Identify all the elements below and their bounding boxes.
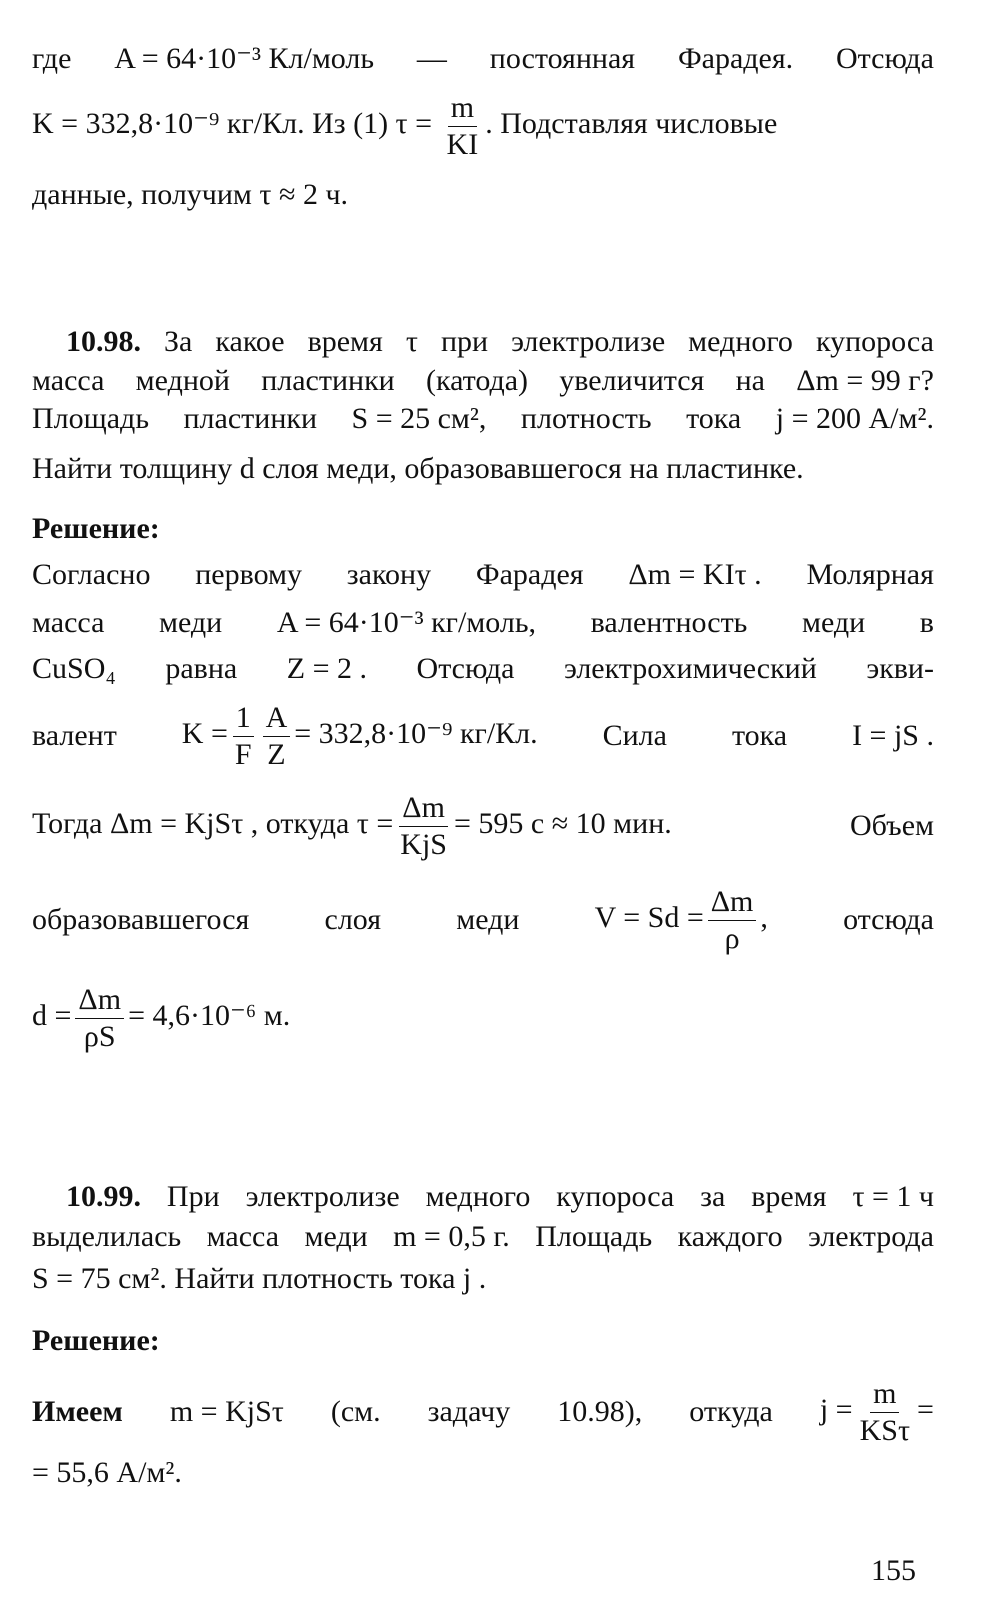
word: Площадь xyxy=(535,1220,653,1253)
formula xyxy=(32,792,672,860)
word: меди xyxy=(304,1220,368,1253)
word: Площадь xyxy=(32,402,149,435)
formula: K = 332,8·10⁻⁹ кг/Кл. Из (1) τ = xyxy=(32,106,433,140)
word: (см. xyxy=(330,1395,381,1428)
word: экви- xyxy=(866,652,934,685)
word: купороса xyxy=(556,1180,675,1213)
word: задачу xyxy=(427,1395,511,1428)
numerator: m xyxy=(448,92,477,127)
problem-statement-line xyxy=(66,327,934,357)
word: слоя xyxy=(324,903,382,936)
solution-line xyxy=(32,654,934,684)
word: Имеем xyxy=(32,1395,123,1428)
word: тока xyxy=(731,719,788,752)
word: Объем xyxy=(850,809,934,842)
solution-line xyxy=(32,886,934,954)
formula: m = 0,5 г. xyxy=(393,1220,510,1253)
formula-part: K = xyxy=(181,716,228,750)
formula: CuSO₄ xyxy=(32,652,116,685)
word: образовавшегося xyxy=(32,903,250,936)
formula-part: , xyxy=(760,900,768,934)
text-line xyxy=(32,44,934,74)
problem-statement-line xyxy=(66,1182,934,1212)
word: купороса xyxy=(815,325,934,358)
formula-part: j = xyxy=(819,1392,853,1426)
word: . Подставляя числовые xyxy=(485,106,778,140)
formula: Δm = KIτ . xyxy=(628,558,762,591)
word: За xyxy=(164,325,193,358)
text-line xyxy=(32,92,934,160)
formula-part: = 4,6·10⁻⁶ м. xyxy=(128,998,291,1032)
solution-line xyxy=(32,1378,934,1446)
word: в xyxy=(919,606,934,639)
formula: j = 200 А/м². xyxy=(775,402,934,435)
word: — xyxy=(416,42,447,75)
word: масса xyxy=(32,364,105,397)
solution-line xyxy=(32,702,934,770)
word: за xyxy=(700,1180,726,1213)
word: валентность xyxy=(590,606,748,639)
solution-header: Решение: xyxy=(32,1324,160,1357)
word: При xyxy=(166,1180,220,1213)
denominator: F xyxy=(234,737,252,771)
formula-part: = 332,8·10⁻⁹ кг/Кл. xyxy=(294,716,538,750)
word: медной xyxy=(135,364,230,397)
word: валент xyxy=(32,719,117,752)
word: Отсюда xyxy=(416,652,515,685)
word: меди xyxy=(801,606,866,639)
denominator: ρS xyxy=(83,1019,116,1053)
formula: A = 64·10⁻³ Кл/моль xyxy=(114,42,375,75)
formula: τ = 1 ч xyxy=(852,1180,934,1213)
word: масса xyxy=(32,606,105,639)
formula xyxy=(820,1378,934,1446)
word: пластинки xyxy=(183,402,318,435)
numerator: A xyxy=(263,702,291,737)
page-number: 155 xyxy=(871,1554,916,1587)
solution-line xyxy=(32,984,934,1052)
fraction xyxy=(397,792,450,860)
formula: S = 25 см², xyxy=(351,402,487,435)
solution-line xyxy=(32,608,934,638)
formula xyxy=(182,702,538,770)
word: Фарадея. xyxy=(677,42,794,75)
word: τ xyxy=(405,325,418,358)
formula-part: = 595 с ≈ 10 мин. xyxy=(453,806,672,840)
denominator: KjS xyxy=(400,827,447,861)
denominator: ρ xyxy=(724,921,740,955)
formula-part: = xyxy=(917,1392,934,1426)
word: выделилась xyxy=(32,1220,182,1253)
word: 10.98), xyxy=(557,1395,643,1428)
text-line: данные, получим τ ≈ 2 ч. xyxy=(32,178,349,211)
solution-line xyxy=(32,560,934,590)
word: первому xyxy=(195,558,302,591)
numerator: m xyxy=(870,1378,899,1413)
formula: m = KjSτ xyxy=(169,1395,284,1428)
word: при xyxy=(440,325,489,358)
problem-statement-line xyxy=(32,1222,934,1252)
formula-part: Тогда Δm = KjSτ , откуда τ = xyxy=(32,806,394,840)
denominator: Z xyxy=(267,737,286,771)
solution-line xyxy=(32,792,934,860)
fraction xyxy=(444,92,482,160)
word: медного xyxy=(425,1180,531,1213)
word: время xyxy=(307,325,383,358)
word: на xyxy=(735,364,765,397)
problem-statement-line xyxy=(32,404,934,434)
formula: Z = 2 . xyxy=(286,652,367,685)
word: Сила xyxy=(602,719,667,752)
word: электрохимический xyxy=(564,652,817,685)
word: Фарадея xyxy=(475,558,584,591)
fraction xyxy=(263,702,291,770)
formula: Δm = 99 г? xyxy=(796,364,934,397)
denominator: KSτ xyxy=(859,1413,911,1447)
numerator: Δm xyxy=(75,984,124,1019)
problem-number: 10.98. xyxy=(66,325,141,358)
word: электрода xyxy=(808,1220,934,1253)
word: пластинки xyxy=(261,364,395,397)
word: Согласно xyxy=(32,558,151,591)
word: медного xyxy=(688,325,793,358)
formula: A = 64·10⁻³ кг/моль, xyxy=(276,606,537,639)
solution-header: Решение: xyxy=(32,512,160,545)
word: масса xyxy=(206,1220,280,1253)
word: постоянная xyxy=(489,42,636,75)
word: меди xyxy=(159,606,223,639)
word: Молярная xyxy=(806,558,934,591)
word: откуда xyxy=(689,1395,773,1428)
word: Отсюда xyxy=(836,42,934,75)
word: время xyxy=(751,1180,827,1213)
word: плотность xyxy=(520,402,652,435)
numerator: Δm xyxy=(399,792,448,827)
problem-statement-line: Найти толщину d слоя меди, образовавшегося на пластинке. xyxy=(32,452,804,485)
word: какое xyxy=(215,325,285,358)
problem-number: 10.99. xyxy=(66,1180,141,1213)
numerator: Δm xyxy=(708,886,757,921)
word: равна xyxy=(165,652,238,685)
word: тока xyxy=(686,402,742,435)
fraction xyxy=(232,702,255,770)
word: каждого xyxy=(677,1220,783,1253)
fraction xyxy=(708,886,757,954)
problem-statement-line: S = 75 см². Найти плотность тока j . xyxy=(32,1262,487,1295)
fraction xyxy=(857,1378,913,1446)
word: отсюда xyxy=(843,903,934,936)
formula-part: V = Sd = xyxy=(594,900,704,934)
word: где xyxy=(32,42,72,75)
word: (катода) xyxy=(425,364,529,397)
word: увеличится xyxy=(559,364,705,397)
numerator: 1 xyxy=(233,702,254,737)
fraction xyxy=(75,984,124,1052)
word: меди xyxy=(456,903,520,936)
problem-statement-line xyxy=(32,366,934,396)
formula-part: d = xyxy=(32,998,72,1032)
denominator: KI xyxy=(446,127,479,161)
word: закону xyxy=(346,558,432,591)
solution-line: = 55,6 А/м². xyxy=(32,1456,182,1489)
word: электролизе xyxy=(245,1180,400,1213)
formula xyxy=(595,886,768,954)
formula: I = jS . xyxy=(852,719,934,752)
word: электролизе xyxy=(511,325,666,358)
